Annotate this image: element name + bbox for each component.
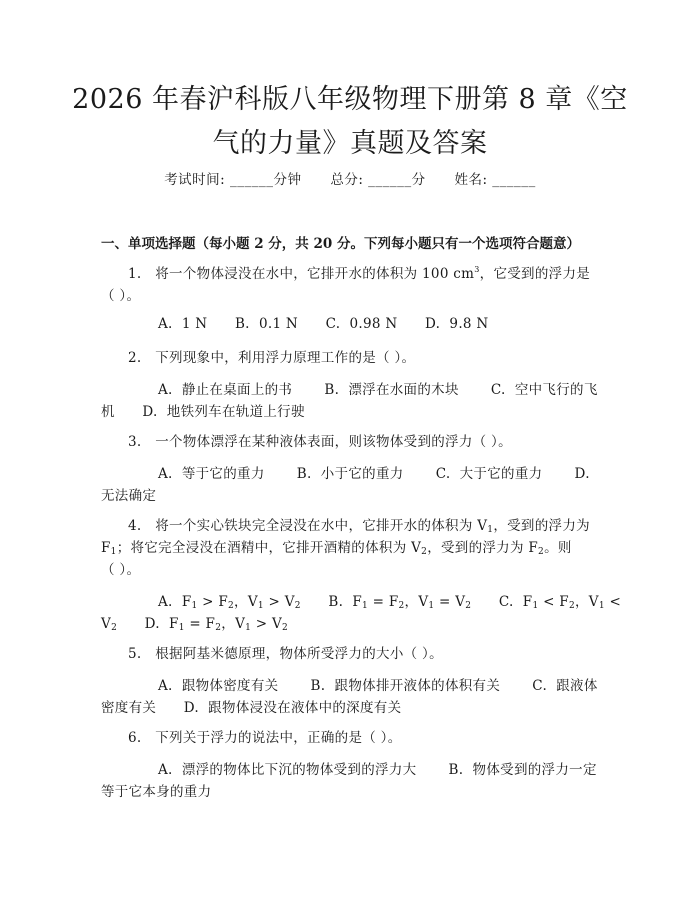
question-4-options-cont <box>101 612 288 633</box>
q4-opt-text: = F <box>184 616 216 632</box>
student-name: 姓名: ______ <box>454 172 536 188</box>
q4-sub: 1 <box>257 601 264 611</box>
q1-text-a: 1. 将一个物体浸没在水中，它排开水的体积为 100 cm <box>128 266 475 282</box>
q4-opt-text: A. F <box>158 594 192 610</box>
q4-sub: 1 <box>428 601 435 611</box>
q4-sub: 2 <box>421 547 428 557</box>
q4-opt-text: ，V <box>234 594 258 610</box>
q4-sub: 2 <box>465 601 472 611</box>
q4-opt-text: B. F <box>300 594 363 610</box>
question-5-options-cont: 密度有关 D. 跟物体浸没在液体中的深度有关 <box>101 700 402 716</box>
q4-sub: 2 <box>111 623 118 633</box>
question-6-options: A. 漂浮的物体比下沉的物体受到的浮力大 B. 物体受到的浮力一定 <box>158 762 597 778</box>
title-line-2: 气的力量》真题及答案 <box>212 128 488 159</box>
q4-sub: 2 <box>215 623 222 633</box>
q1-superscript: 3 <box>474 265 480 274</box>
q4-opt-text: ，V <box>574 594 599 610</box>
question-3-options-cont: 无法确定 <box>101 488 157 504</box>
question-2-stem: 2. 下列现象中，利用浮力原理工作的是（ ）。 <box>128 350 416 366</box>
question-5-options: A. 跟物体密度有关 B. 跟物体排开液体的体积有关 C. 跟液体 <box>158 678 598 694</box>
q4-text-d: ；将它完全浸没在酒精中，它排开酒精的体积为 V <box>116 540 422 556</box>
question-1-stem-cont: （ ）。 <box>101 288 141 304</box>
q4-sub: 1 <box>487 525 494 535</box>
q4-text-c: F <box>101 540 111 556</box>
q4-opt-text: < F <box>538 594 569 610</box>
document-title <box>60 78 640 166</box>
section-title: 一、单项选择题（每小题 2 分，共 20 分。下列每小题只有一个选项符合题意） <box>101 236 580 252</box>
q4-sub: 1 <box>110 547 117 557</box>
q4-sub: 2 <box>568 601 575 611</box>
title-line-1: 2026 年春沪科版八年级物理下册第 8 章《空 <box>72 84 628 115</box>
q4-sub: 1 <box>598 601 605 611</box>
question-3-options: A. 等于它的重力 B. 小于它的重力 C. 大于它的重力 D. <box>158 466 590 482</box>
q4-opt-text: = V <box>434 594 466 610</box>
q4-opt-text: ，V <box>404 594 429 610</box>
q4-sub: 1 <box>178 623 185 633</box>
q4-sub: 2 <box>282 623 289 633</box>
q4-sub: 1 <box>532 601 539 611</box>
question-2-options: A. 静止在桌面上的书 B. 漂浮在水面的木块 C. 空中飞行的飞 <box>158 382 598 398</box>
question-2-options-cont: 机 D. 地铁列车在轨道上行驶 <box>101 404 305 420</box>
q4-sub: 1 <box>191 601 198 611</box>
question-1-options: A. 1 N B. 0.1 N C. 0.98 N D. 9.8 N <box>158 316 489 332</box>
q1-text-b: ，它受到的浮力是 <box>479 266 591 282</box>
q4-opt-text: ，V <box>221 616 246 632</box>
q4-opt-text: > V <box>263 594 295 610</box>
q4-sub: 2 <box>228 601 235 611</box>
q4-opt-text: C. F <box>471 594 533 610</box>
question-1-stem <box>128 262 590 282</box>
question-4-stem <box>128 514 590 535</box>
q4-text-f: 。则 <box>544 540 572 556</box>
q4-opt-text: D. F <box>117 616 179 632</box>
q4-opt-text: = F <box>368 594 399 610</box>
q4-text-a: 4. 将一个实心铁块完全浸没在水中，它排开水的体积为 V <box>128 518 488 534</box>
question-6-stem: 6. 下列关于浮力的说法中，正确的是（ ）。 <box>128 730 402 746</box>
q4-sub: 1 <box>245 623 252 633</box>
question-4-stem-cont <box>101 536 572 557</box>
q4-text-e: ，受到的浮力为 F <box>427 540 539 556</box>
q4-opt-text: V <box>101 616 112 632</box>
exam-meta <box>0 168 700 188</box>
q4-sub: 2 <box>398 601 405 611</box>
q4-opt-text: > F <box>197 594 228 610</box>
exam-time: 考试时间: ______分钟 <box>164 172 302 188</box>
question-4-options <box>158 590 621 611</box>
question-6-options-cont: 等于它本身的重力 <box>101 784 212 800</box>
q4-opt-text: > V <box>251 616 282 632</box>
total-score: 总分: ______分 <box>330 172 426 188</box>
question-4-stem-cont-2: （ ）。 <box>101 562 141 578</box>
question-3-stem: 3. 一个物体漂浮在某种液体表面，则该物体受到的浮力（ ）。 <box>128 434 512 450</box>
q4-text-b: ，受到的浮力为 <box>493 518 590 534</box>
question-5-stem: 5. 根据阿基米德原理，物体所受浮力的大小（ ）。 <box>128 646 443 662</box>
q4-sub: 2 <box>294 601 301 611</box>
q4-opt-text: < <box>604 594 622 610</box>
q4-sub: 2 <box>538 547 545 557</box>
q4-sub: 1 <box>362 601 369 611</box>
